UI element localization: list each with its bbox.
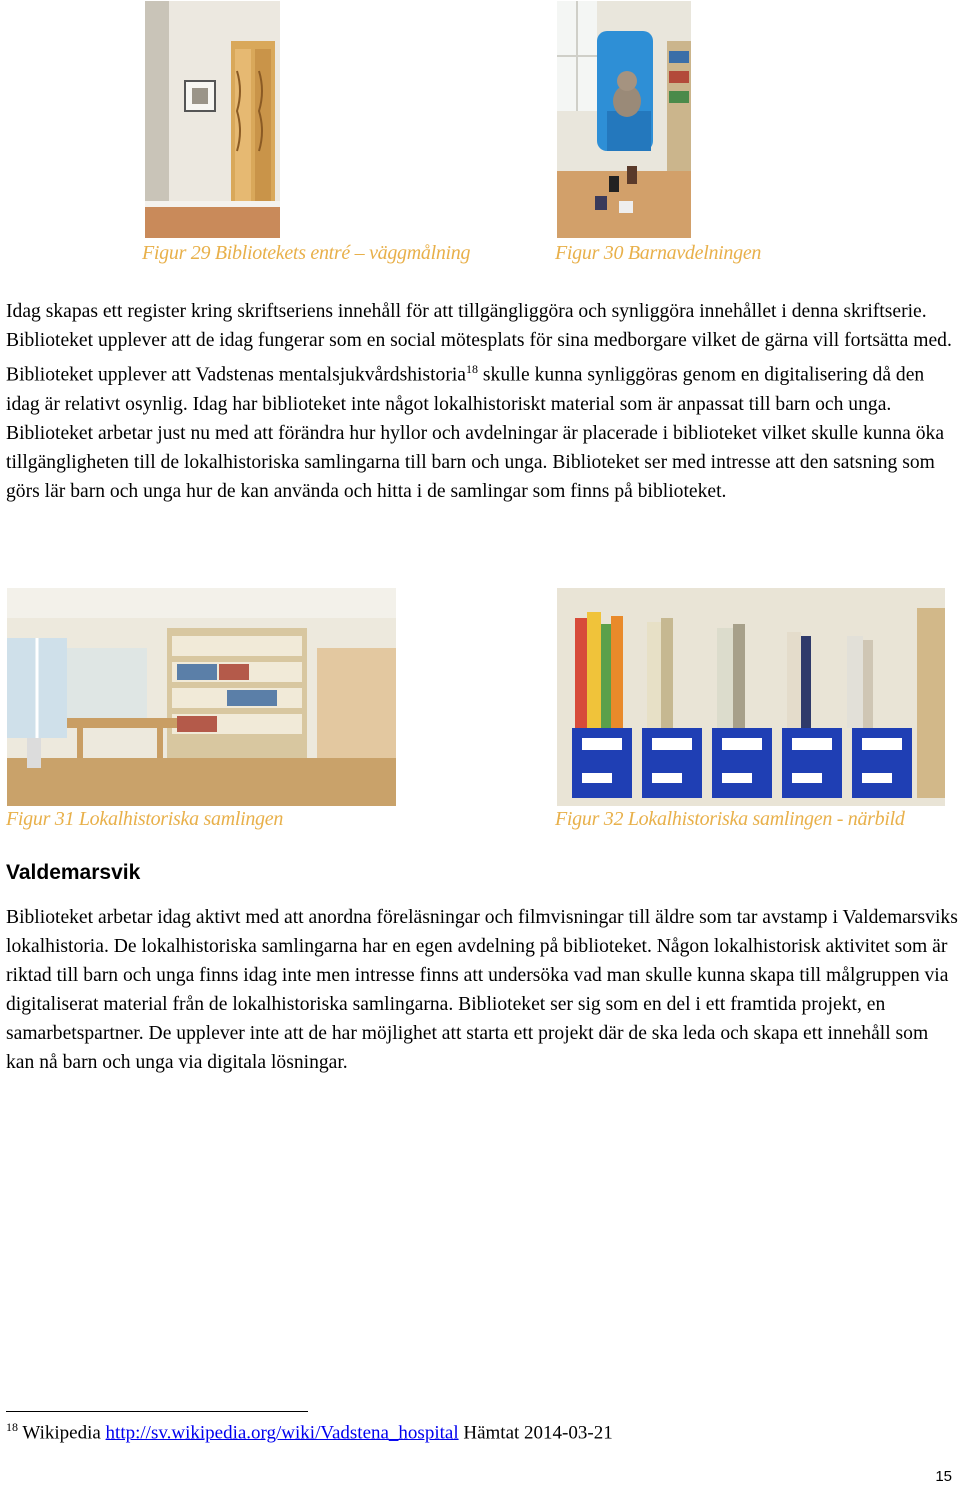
section-heading: Valdemarsvik bbox=[6, 861, 141, 884]
figure-29-caption: Figur 29 Bibliotekets entré – väggmålning bbox=[142, 242, 471, 264]
figure-30-caption: Figur 30 Barnavdelningen bbox=[555, 242, 762, 264]
figure-32-photo bbox=[557, 588, 945, 806]
figure-31-caption: Figur 31 Lokalhistoriska samlingen bbox=[6, 808, 284, 830]
figure-29-photo bbox=[145, 1, 280, 238]
paragraph-vadstena-part1: Idag skapas ett register kring skriftseriens innehåll för att tillgängliggöra och synliggöra innehållet i denna skriftserie. Biblioteket upplever att de idag fungerar som en social mötesplats för sina medborgare vilket de gärna vill fortsätta med. Biblioteket upplever att Vadstenas mentalsjukvårdshistoria bbox=[6, 301, 952, 386]
footnote-number: 18 bbox=[6, 1420, 18, 1434]
footnote-ref[interactable]: 18 bbox=[466, 362, 478, 376]
footnote-link[interactable]: http://sv.wikipedia.org/wiki/Vadstena_hospital bbox=[105, 1422, 459, 1444]
paragraph-vadstena-part2: skulle kunna synliggöras genom en digitalisering då den idag är relativt osynlig. Idag har biblioteket inte något lokalhistoriskt material som är anpassat till barn och unga. Biblioteket arbetar just nu med att förändra hur hyllor och avdelningar är placerade i biblioteket vilket skulle kunna öka tillgängligheten till de lokalhistoriska samlingarna till barn och unga. Biblioteket ser med intresse att den satsning som görs lär barn och unga hur de kan använda och hitta i de samlingar som finns på biblioteket. bbox=[6, 364, 945, 502]
figure-30-photo bbox=[557, 1, 691, 238]
paragraph-valdemarsvik: Biblioteket arbetar idag aktivt med att anordna föreläsningar och filmvisningar till äldre som tar avstamp i Valdemarsviks lokalhistoria. De lokalhistoriska samlingarna har en egen avdelning på biblioteket. Någon lokalhistorisk aktivitet som är riktad till barn och unga finns idag inte men intresse finns att undersöka vad man skulle kunna skapa till målgruppen via digitaliserat material från de lokalhistoriska samlingarna. Biblioteket ser sig som en del i ett framtida projekt, en samarbetspartner. De upplever inte att de har möjlighet att starta ett projekt där de ska leda och skapa ett innehåll som kan nå barn och unga via digitala lösningar. bbox=[6, 907, 958, 1073]
page-number: 15 bbox=[935, 1468, 952, 1485]
footnote-separator bbox=[6, 1411, 308, 1412]
paragraph-vadstena bbox=[6, 297, 958, 506]
footnote bbox=[6, 1420, 613, 1444]
footnote-source: Wikipedia bbox=[22, 1422, 101, 1444]
figure-32-caption: Figur 32 Lokalhistoriska samlingen - närbild bbox=[555, 808, 905, 830]
footnote-retrieved: Hämtat 2014-03-21 bbox=[463, 1422, 613, 1444]
figure-31-photo bbox=[7, 588, 396, 806]
